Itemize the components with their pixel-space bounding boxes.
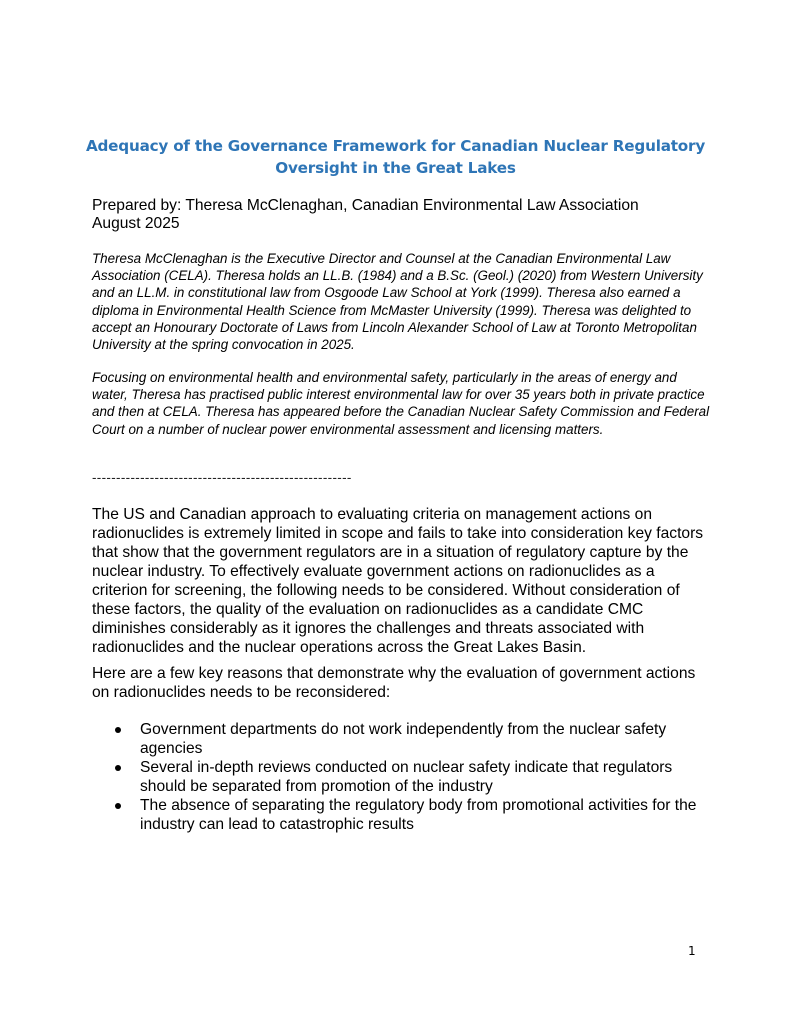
list-item-text: Government departments do not work independently from the nuclear safety agencies	[140, 721, 667, 757]
body-paragraph: The US and Canadian approach to evaluating criteria on management actions on radionuclides is extremely limited in scope and fails to take into consideration key factors that show that the government regulators are in a situation of regulatory capture by the nuclear industry. To effectively evaluate government actions on radionuclides as a criterion for screening, the following needs to be considered. Without consideration of these factors, the quality of the evaluation on radionuclides as a candidate CMC diminishes considerably as it ignores the challenges and threats associated with radionuclides and the nuclear operations across the Great Lakes Basin.	[92, 506, 704, 656]
prepared-by-line: Prepared by: Theresa McClenaghan, Canadian Environmental Law Association	[92, 197, 639, 214]
body-paragraph: Here are a few key reasons that demonstrate why the evaluation of government actions on radionuclides needs to be reconsidered:	[92, 665, 696, 701]
page-number: 1	[688, 944, 696, 958]
document-date: August 2025	[92, 215, 180, 232]
author-bio-paragraph: Focusing on environmental health and environmental safety, particularly in the areas of energy and water, Theresa has practised public interest environmental law for over 35 years both in private practice and then at CELA. Theresa has appeared before the Canadian Nuclear Safety Commission and Federal Court on a number of nuclear power environmental assessment and licensing matters.	[92, 370, 710, 437]
list-item-text: Several in-depth reviews conducted on nuclear safety indicate that regulators should be separated from promotion of the industry	[140, 759, 673, 795]
list-item	[92, 758, 712, 796]
list-item	[92, 720, 712, 758]
section-divider: ------------------------------------------------------	[92, 470, 352, 485]
bullet-icon	[115, 727, 121, 733]
list-item	[92, 796, 712, 834]
bullet-icon	[115, 765, 121, 771]
reasons-list	[92, 720, 712, 834]
author-bio-paragraph: Theresa McClenaghan is the Executive Director and Counsel at the Canadian Environmental Law Association (CELA). Theresa holds an LL.B. (1984) and a B.Sc. (Geol.) (2020) from Western University and an LL.M. in constitutional law from Osgoode Law School at York (1999). Theresa also earned a diploma in Environmental Health Science from McMaster University (1999). Theresa was delighted to accept an Honourary Doctorate of Laws from Lincoln Alexander School of Law at Toronto Metropolitan University at the spring convocation in 2025.	[92, 251, 703, 353]
document-title: Adequacy of the Governance Framework for Canadian Nuclear Regulatory Oversight in the Great Lakes	[85, 137, 706, 177]
author-block	[92, 197, 712, 233]
list-item-text: The absence of separating the regulatory body from promotional activities for the industry can lead to catastrophic results	[140, 797, 697, 833]
bullet-icon	[115, 803, 121, 809]
